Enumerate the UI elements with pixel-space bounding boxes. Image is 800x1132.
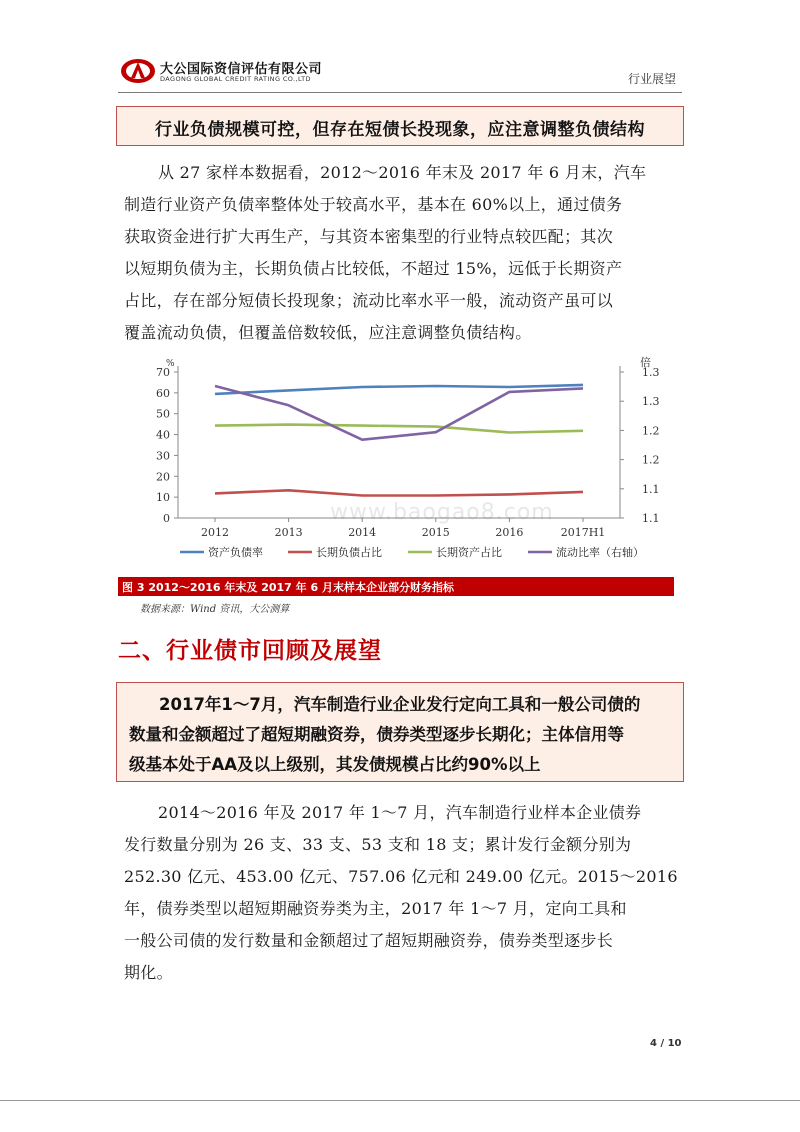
x-tick-label: 2013 — [274, 526, 303, 539]
header-divider — [118, 92, 682, 93]
dagong-logo-icon — [120, 56, 156, 86]
y-left-tick-label: 10 — [156, 491, 170, 505]
summary-box-1 — [116, 106, 684, 146]
summary-box-2-line: 2017年1～7月，汽车制造行业企业发行定向工具和一般公司债的 — [159, 695, 641, 714]
section-title: 二、行业债市回顾及展望 — [118, 638, 382, 664]
para2-line: 期化。 — [124, 963, 173, 982]
para1-line: 获取资金进行扩大再生产，与其资本密集型的行业特点较匹配；其次 — [124, 227, 614, 246]
y-right-tick-label: 1.1 — [642, 482, 660, 496]
figure-source: 数据来源：Wind 资讯，大公测算 — [140, 604, 290, 615]
y-right-tick-label: 1.2 — [642, 424, 660, 438]
legend-label-0: 资产负债率 — [208, 546, 263, 559]
financial-indicators-chart — [120, 352, 680, 574]
y-left-tick-label: 60 — [156, 386, 170, 400]
footer-divider — [0, 1100, 800, 1101]
series-line-1 — [215, 490, 583, 495]
x-tick-label: 2016 — [495, 526, 524, 539]
y-left-unit: % — [166, 359, 175, 369]
y-right-tick-label: 1.3 — [642, 395, 660, 409]
legend-label-2: 长期资产占比 — [436, 546, 502, 559]
summary-box-2-line: 级基本处于AA及以上级别，其发债规模占比约90%以上 — [129, 755, 541, 774]
para2-line: 252.30 亿元、453.00 亿元、757.06 亿元和 249.00 亿元。2015～2016 — [124, 867, 678, 886]
y-left-tick-label: 40 — [156, 428, 170, 442]
company-name-cn: 大公国际资信评估有限公司 — [160, 62, 323, 77]
para2-line: 一般公司债的发行数量和金额超过了超短期融资券，债券类型逐步长 — [124, 931, 614, 950]
y-right-tick-label: 1.2 — [642, 453, 660, 467]
y-left-tick-label: 70 — [156, 366, 170, 379]
page-number: 4 / 10 — [650, 1038, 682, 1049]
para2-line: 2014～2016 年及 2017 年 1～7 月，汽车制造行业样本企业债券 — [158, 803, 642, 822]
summary-box-2 — [116, 682, 684, 782]
para2-line: 年，债券类型以超短期融资券类为主，2017 年 1～7 月，定向工具和 — [124, 899, 627, 918]
summary-box-2-line: 数量和金额超过了超短期融资券，债券类型逐步长期化；主体信用等 — [129, 725, 624, 744]
series-line-0 — [215, 385, 583, 394]
summary-box-1-text: 行业负债规模可控，但存在短债长投现象，应注意调整负债结构 — [155, 120, 645, 140]
y-left-tick-label: 20 — [156, 470, 170, 484]
x-tick-label: 2017H1 — [560, 526, 606, 539]
y-left-tick-label: 0 — [163, 512, 170, 525]
x-tick-label: 2014 — [348, 526, 377, 539]
y-right-tick-label: 1.1 — [642, 512, 660, 525]
watermark: www.baogao8.com — [330, 500, 554, 525]
x-tick-label: 2015 — [421, 526, 450, 539]
para2-line: 发行数量分别为 26 支、33 支、53 支和 18 支；累计发行金额分别为 — [124, 835, 632, 854]
series-line-2 — [215, 425, 583, 433]
y-right-tick-label: 1.3 — [642, 366, 660, 379]
para1-line: 从 27 家样本数据看，2012～2016 年末及 2017 年 6 月末，汽车 — [158, 163, 647, 182]
figure-caption: 图 3 2012～2016 年末及 2017 年 6 月末样本企业部分财务指标 — [122, 581, 454, 594]
para1-line: 制造行业资产负债率整体处于较高水平，基本在 60%以上，通过债务 — [124, 195, 623, 214]
header-section-label: 行业展望 — [627, 72, 676, 86]
para1-line: 覆盖流动负债，但覆盖倍数较低，应注意调整负债结构。 — [124, 323, 532, 342]
legend-label-3: 流动比率（右轴） — [556, 546, 644, 559]
company-name-en: DAGONG GLOBAL CREDIT RATING CO.,LTD — [160, 75, 311, 83]
y-right-unit: 倍 — [640, 356, 651, 369]
para1-line: 以短期负债为主，长期负债占比较低，不超过 15%，远低于长期资产 — [124, 259, 623, 278]
x-tick-label: 2012 — [201, 526, 229, 539]
y-left-tick-label: 30 — [156, 449, 170, 463]
y-left-tick-label: 50 — [156, 407, 170, 421]
para1-line: 占比，存在部分短债长投现象；流动比率水平一般，流动资产虽可以 — [124, 291, 614, 310]
legend-label-1: 长期负债占比 — [316, 546, 382, 559]
